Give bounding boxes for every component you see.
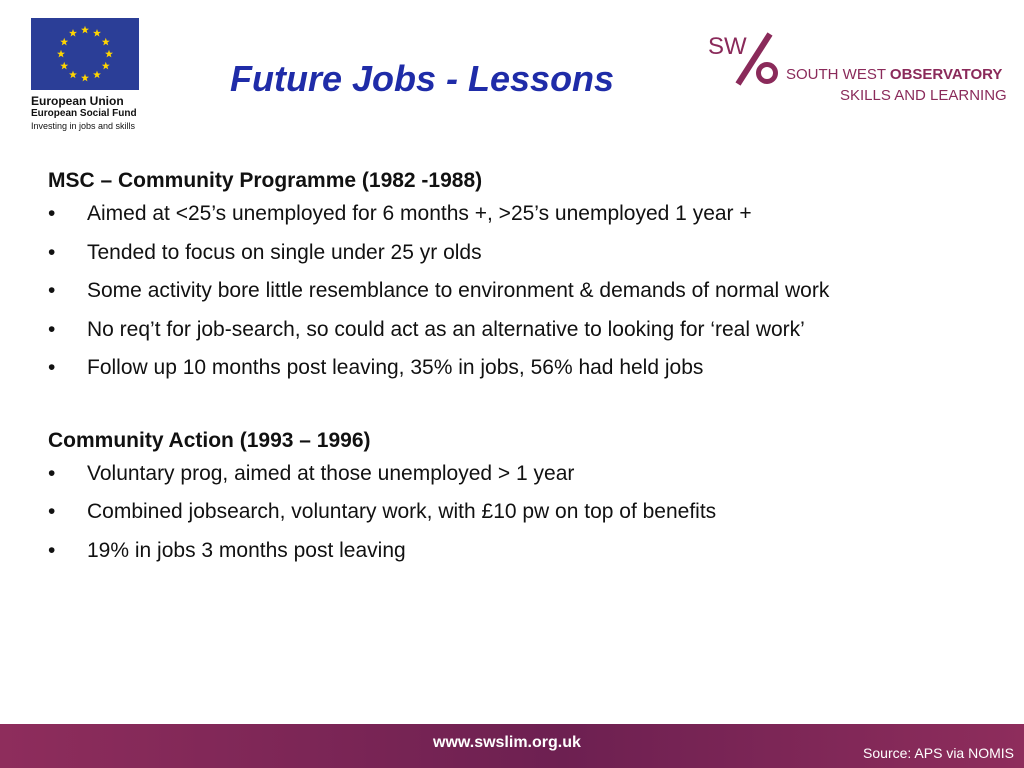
swo-mark-text: SW: [708, 33, 747, 60]
swo-mark-icon: [708, 32, 788, 88]
bullet-marker: •: [48, 202, 56, 225]
bullet-marker: •: [48, 356, 56, 379]
bullet-text: No req’t for job-search, so could act as an alternative to looking for ‘real work’: [87, 317, 805, 341]
bullet-item: [48, 315, 928, 345]
eu-star-icon: [102, 38, 110, 46]
eu-star-icon: [81, 74, 89, 82]
eu-star-icon: [81, 26, 89, 34]
bullet-text: Some activity bore little resemblance to environment & demands of normal work: [87, 279, 830, 302]
eu-logo-line2: European Social Fund: [31, 108, 137, 119]
footer-url-link[interactable]: www.swslim.org.uk: [433, 734, 581, 751]
bullet-item: [48, 353, 928, 383]
footer-source: Source: APS via NOMIS: [863, 745, 1014, 761]
eu-star-icon: [57, 50, 65, 58]
bullet-item: [48, 459, 928, 489]
eu-logo: [31, 18, 143, 132]
eu-logo-line3: Investing in jobs and skills: [31, 121, 136, 131]
bullet-text: Combined jobsearch, voluntary work, with £10 pw on top of benefits: [87, 500, 717, 523]
page-title: Future Jobs - Lessons: [230, 58, 615, 99]
bullet-marker: •: [48, 317, 56, 341]
footer-bar: [0, 724, 1024, 768]
eu-logo-line1: European Union: [31, 94, 124, 108]
bullet-list: [48, 199, 928, 383]
swo-logo: [708, 32, 1008, 104]
bullet-text: 19% in jobs 3 months post leaving: [87, 538, 406, 562]
bullet-text: Aimed at <25’s unemployed for 6 months +, >25’s unemployed 1 year +: [87, 202, 752, 225]
section-heading: Community Action (1993 – 1996): [48, 428, 371, 452]
bullet-marker: •: [48, 240, 56, 264]
eu-flag-icon: [31, 18, 139, 90]
bullet-marker: •: [48, 500, 56, 523]
bullet-item: [48, 199, 928, 229]
bullet-marker: •: [48, 279, 56, 302]
bullet-text: Tended to focus on single under 25 yr olds: [87, 240, 482, 264]
section-heading: MSC – Community Programme (1982 -1988): [48, 169, 483, 192]
eu-star-icon: [93, 71, 101, 79]
bullet-text: Follow up 10 months post leaving, 35% in jobs, 56% had held jobs: [87, 356, 704, 379]
bullet-item: [48, 238, 928, 268]
swo-logo-line2: SKILLS AND LEARNING: [840, 87, 1007, 104]
swo-logo-line1b: OBSERVATORY: [889, 66, 1003, 83]
bullet-item: [48, 497, 928, 527]
eu-star-icon: [60, 38, 68, 46]
eu-star-icon: [105, 50, 113, 58]
swo-logo-line1: [786, 66, 1002, 83]
eu-star-icon: [69, 71, 77, 79]
bullet-item: [48, 536, 928, 566]
bullet-marker: •: [48, 461, 56, 485]
bullet-marker: •: [48, 538, 56, 562]
eu-star-icon: [102, 62, 110, 70]
eu-star-icon: [93, 29, 101, 37]
slide-body: [48, 163, 928, 574]
swo-logo-line1a: SOUTH WEST: [786, 66, 890, 83]
eu-star-icon: [60, 62, 68, 70]
bullet-item: [48, 276, 928, 306]
eu-star-icon: [69, 29, 77, 37]
bullet-list: [48, 459, 928, 566]
bullet-text: Voluntary prog, aimed at those unemployed > 1 year: [87, 461, 575, 485]
section-gap: [48, 392, 928, 423]
